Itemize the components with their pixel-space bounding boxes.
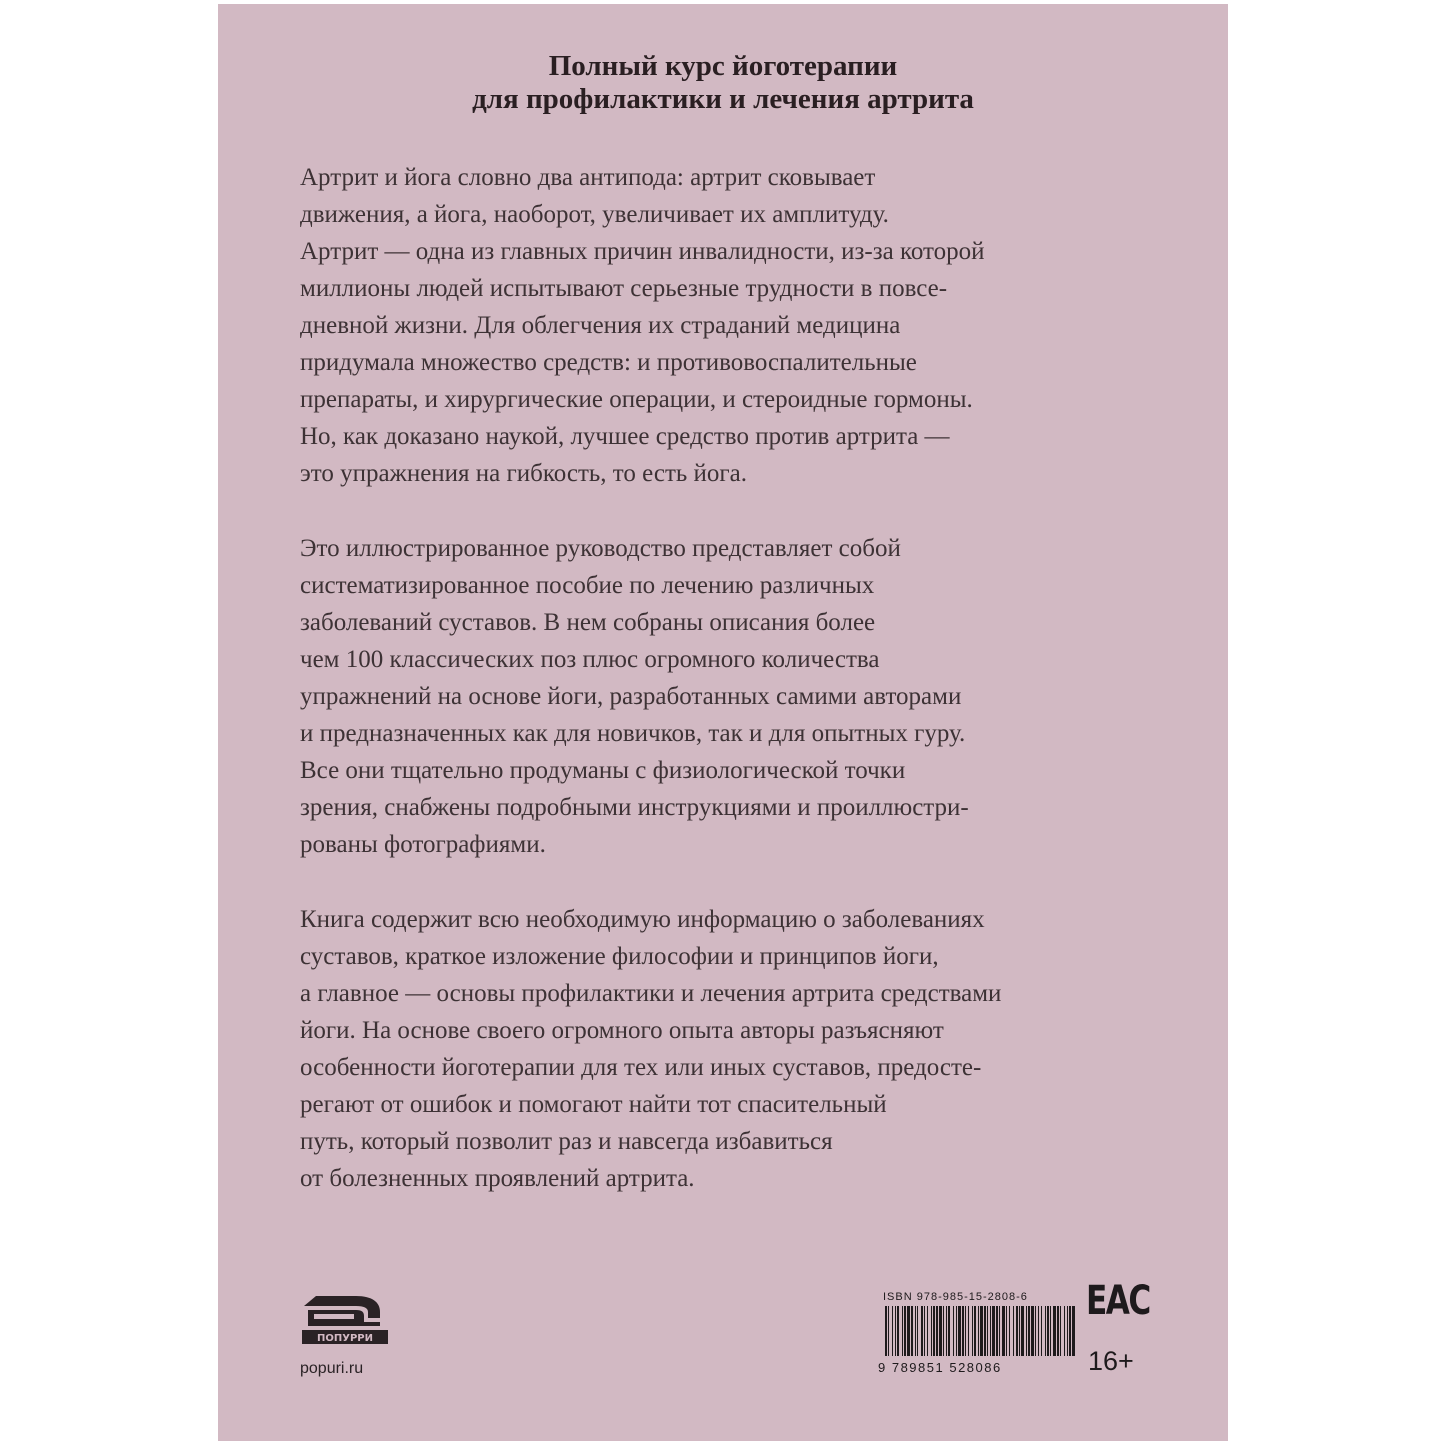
barcode-bar [987, 1306, 988, 1356]
barcode-bar [1031, 1306, 1034, 1356]
barcode-bar [1069, 1306, 1071, 1356]
title-line-1: Полный курс йоготерапии [548, 50, 898, 82]
text-line: рованы фотографиями. [300, 831, 546, 858]
barcode-bar [931, 1306, 932, 1356]
barcode-bar [1064, 1306, 1065, 1356]
barcode-bar [984, 1306, 986, 1356]
barcode-bar [907, 1306, 910, 1356]
text-line: чем 100 классических поз плюс огромного количества [300, 646, 880, 673]
text-line: Артрит и йога словно два антипода: артрит сковывает [300, 164, 876, 191]
barcode-bar [990, 1306, 991, 1356]
text-line: Книга содержит всю необходимую информацию о заболеваниях [300, 906, 985, 933]
barcode-bar [965, 1306, 966, 1356]
barcode-bar [1060, 1306, 1061, 1356]
eac-conformity-mark: EAC [1086, 1278, 1150, 1324]
barcode-bar [1038, 1306, 1039, 1356]
barcode-bar [1019, 1306, 1020, 1356]
barcode-bar [968, 1306, 969, 1356]
barcode-bar [924, 1306, 925, 1356]
barcode-bar [885, 1306, 887, 1356]
text-line: особенности йоготерапии для тех или иных суставов, предосте- [300, 1054, 982, 1081]
barcode-bar [939, 1306, 942, 1356]
barcode-bar [895, 1306, 896, 1356]
barcode-bar [946, 1306, 947, 1356]
barcode-bar [1057, 1306, 1059, 1356]
barcode-bar [1035, 1306, 1036, 1356]
text-line: придумала множество средств: и противовоспалительные [300, 349, 917, 376]
barcode-bar [1013, 1306, 1014, 1356]
barcode-bar [1067, 1306, 1068, 1356]
text-line: зрения, снабжены подробными инструкциями и проиллюстри- [300, 794, 969, 821]
publisher-logo-text: ПОПУРРИ [317, 1333, 373, 1344]
title-line-2: для профилактики и лечения артрита [472, 83, 974, 115]
barcode-bar [921, 1306, 923, 1356]
description-paragraph-1 [300, 159, 1150, 492]
barcode-bar [972, 1306, 973, 1356]
age-rating-badge: 16+ [1088, 1346, 1134, 1376]
barcode-bar [978, 1306, 979, 1356]
barcode-bar [1016, 1306, 1018, 1356]
barcode-bar [1050, 1306, 1051, 1356]
book-back-cover [218, 4, 1228, 1441]
barcode-bar [999, 1306, 1000, 1356]
barcode-bar [917, 1306, 918, 1356]
barcode-bar [1041, 1306, 1042, 1356]
book-title [218, 50, 1228, 116]
barcode-bar [1045, 1306, 1046, 1356]
barcode-bar [1053, 1306, 1056, 1356]
barcode-bar [915, 1306, 916, 1356]
text-line: упражнений на основе йоги, разработанных самими авторами [300, 683, 962, 710]
text-line: заболеваний суставов. В нем собраны описания более [300, 609, 876, 636]
text-line: миллионы людей испытывают серьезные трудности в повсе- [300, 275, 948, 302]
publisher-website: popuri.ru [300, 1360, 364, 1377]
barcode-bar [943, 1306, 944, 1356]
text-line: а главное — основы профилактики и лечения артрита средствами [300, 980, 1002, 1007]
barcode-bar [1026, 1306, 1027, 1356]
barcode-digits: 9 789851 528086 [878, 1360, 1002, 1375]
barcode-bar [892, 1306, 893, 1356]
barcode-bar [974, 1306, 976, 1356]
description-paragraph-3 [300, 901, 1150, 1197]
text-line: Это иллюстрированное руководство представляет собой [300, 535, 901, 562]
isbn-label: ISBN 978-985-15-2808-6 [883, 1291, 1028, 1303]
text-line: и предназначенных как для новичков, так и для опытных гуру. [300, 720, 966, 747]
text-line: дневной жизни. Для облегчения их страданий медицина [300, 312, 901, 339]
barcode-bar [902, 1306, 903, 1356]
barcode-bar [1009, 1306, 1010, 1356]
barcode-bar [911, 1306, 913, 1356]
barcode-bar [1002, 1306, 1005, 1356]
barcode-bar [958, 1306, 961, 1356]
text-line: это упражнения на гибкость, то есть йога. [300, 460, 748, 487]
text-line: движения, а йога, наоборот, увеличивает их амплитуду. [300, 201, 889, 228]
barcode-graphic [883, 1306, 1078, 1356]
barcode-bar [936, 1306, 938, 1356]
barcode-bar [1072, 1306, 1075, 1356]
barcode-bar [948, 1306, 950, 1356]
text-line: суставов, краткое изложение философии и принципов йоги, [300, 943, 939, 970]
text-line: Артрит — одна из главных причин инвалидности, из-за которой [300, 238, 985, 265]
barcode-bar [996, 1306, 998, 1356]
text-line: систематизированное пособие по лечению различных [300, 572, 875, 599]
barcode-bar [1028, 1306, 1030, 1356]
barcode-bar [1021, 1306, 1024, 1356]
barcode-bar [897, 1306, 899, 1356]
barcode-bar [980, 1306, 983, 1356]
barcode-bar [927, 1306, 928, 1356]
barcode-bar [888, 1306, 889, 1356]
text-line: от болезненных проявлений артрита. [300, 1165, 695, 1192]
text-line: Все они тщательно продуманы с физиологической точки [300, 757, 906, 784]
text-line: путь, который позволит раз и навсегда избавиться [300, 1128, 833, 1155]
barcode-bar [1047, 1306, 1049, 1356]
description-paragraph-2 [300, 530, 1150, 863]
text-line: препараты, и хирургические операции, и стероидные гормоны. [300, 386, 973, 413]
barcode-bar [962, 1306, 964, 1356]
text-line: регают от ошибок и помогают найти тот спасительный [300, 1091, 887, 1118]
barcode-bar [933, 1306, 935, 1356]
barcode-bar [953, 1306, 954, 1356]
barcode-bar [956, 1306, 957, 1356]
text-line: йоги. На основе своего огромного опыта авторы разъясняют [300, 1017, 944, 1044]
barcode-bar [1006, 1306, 1007, 1356]
publisher-logo [296, 1286, 396, 1350]
barcode-bar [904, 1306, 906, 1356]
barcode-bar [992, 1306, 995, 1356]
text-line: Но, как доказано наукой, лучшее средство против артрита — [300, 423, 950, 450]
